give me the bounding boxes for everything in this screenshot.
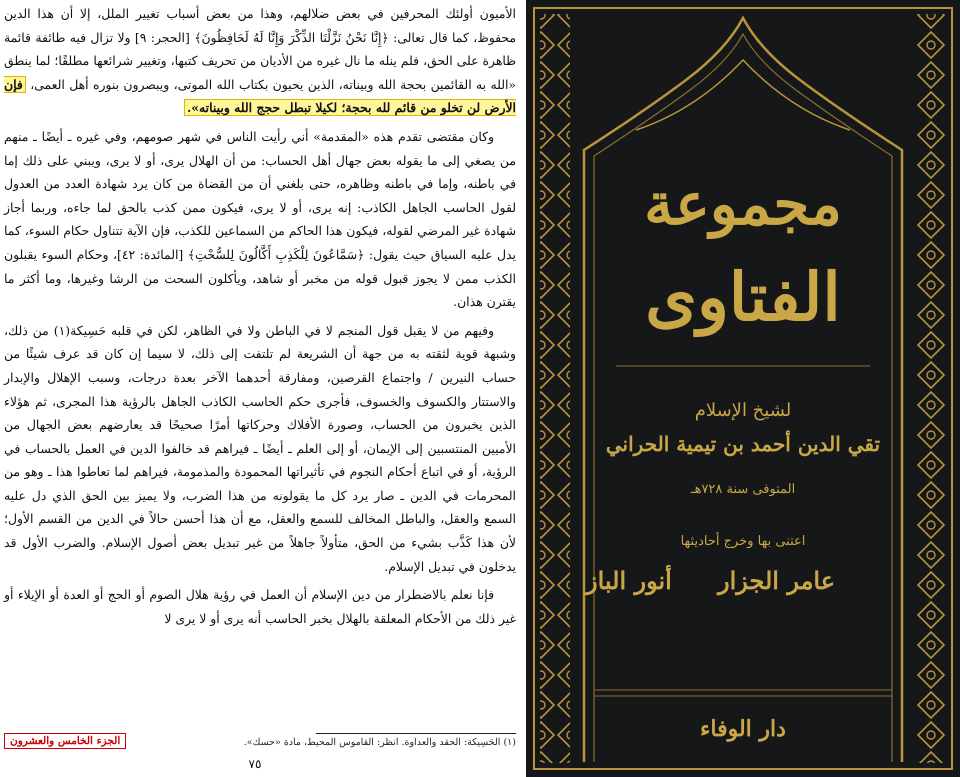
left-ornament-band — [540, 14, 570, 763]
paragraph-4: فإنا نعلم بالاضطرار من دين الإسلام أن العمل في رؤية هلال الصوم أو الحج أو العدة أو الإيلاء أو غير ذلك من الأحكام المعلقة بالهلال بخبر الحاسب أنه يرى أو لا يرى لا — [4, 587, 516, 626]
footnote-divider — [316, 733, 516, 734]
cover-ornament — [526, 0, 960, 777]
paragraph-1 — [4, 2, 516, 120]
cover-title-line-1: مجموعة — [644, 170, 842, 238]
right-ornament-band — [916, 14, 946, 763]
arch-frame — [584, 18, 902, 762]
cover-by-label: لشيخ الإسلام — [694, 400, 792, 421]
cover-author: تقي الدين أحمد بن تيمية الحراني — [605, 432, 881, 456]
paragraph-2: وكان مقتضى تقدم هذه «المقدمة» أني رأيت الناس في شهر صومهم، وفي غيره ـ أيضًا ـ منهم من يصغي إلى ما يقوله بعض جهال أهل الحساب: من أن الهلال يرى، أو لا يرى، ويبني على ذلك إما في باطنه، وإما في باطنه وظاهره، حتى بلغني أن من القضاة من كان يرد شهادة العدد من العدول لقول الحاسب الجاهل الكاذب: إنه يرى، أو لا يرى، فيكون ممن كذب بالحق لما جاءه، وربما أجاز شهادة غير المرضي لقوله، فيكون هذا الحاكم من السماعين للكذب، فإن الآية تتناول حكام السوء، كما يدل عليه السياق حيث يقول: ﴿سَمَّاعُونَ لِلْكَذِبِ أَكَّالُونَ لِلسُّحْتِ﴾ [المائدة: ٤٢]، وحكام السوء يقبلون الكذب ممن لا يجوز قبول قوله من مخبر أو شاهد، ويأكلون السحت من الرشا وغيرها، وما أكثر ما يقترن هذان. — [4, 128, 517, 310]
volume-label: الجزء الخامس والعشرون — [4, 733, 126, 749]
bottom-band — [594, 690, 892, 696]
arch-top-ornament — [636, 60, 850, 130]
paragraph-3: وفيهم من لا يقبل قول المنجم لا في الباطن ولا في الظاهر، لكن في قلبه حَسِيكة(١) من ذلك، وشبهة قوية لثقته به من جهة أن الشريعة لم تلتفت إلى ذلك، لا سيما إن كان قد عرف شيئًا من حساب النيرين / واجتماع القرصين، ومفارقة أحدهما الآخر بعدة درجات، وسبب الإهلال والإبدار والاستتار والكسوف والخسوف، فأجرى حكم الحاسب الكاذب الجاهل بالرؤية هذا المجرى، ثم هؤلاء الذين يخبرون من الحساب، وصورة الأفلاك وحركاتها أمرًا صحيحًا قد يعارضهم بعض الجهال من الأميين المنتسبين إلى الإيمان، أو إلى العلم ـ أيضًا ـ فيراهم قد خالفوا الدين في العمل بالحساب في الرؤية، أو في اتباع أحكام النجوم في تأثيراتها المحمودة والمذمومة، فيراهم لما تعاطوا هذا ـ وهو من المحرمات في الدين ـ صار يرد كل ما يقولونه من هذا الضرب، ولا يميز بين الحق الذي دل عليه السمع والعقل، والباطل المخالف للسمع والعقل، مع أن هذا أحسن حالاً في الدين من القسم الأول؛ لأن هذا كَذَّب بشيء من الحق، متأولاً جاهلاً من غير تبديل بعض أصول الإسلام. والضرب الأول قد يدخلون في تبديل الإسلام. — [4, 322, 516, 574]
page-number: ٧٥ — [248, 757, 262, 771]
book-cover — [526, 0, 960, 777]
outer-frame — [534, 8, 952, 769]
cover-editor-2: أنور الباز — [586, 566, 672, 595]
cover-title-line-2: الفتاوى — [645, 258, 841, 336]
cover-editor-1: عامر الجزار — [718, 566, 836, 595]
paragraph-1-text: الأميون أولئك المحرفين في بعض ضلالهم، وهذا من بعض أسباب تغيير الملل، إلا أن هذا الدين محفوظ، كما قال تعالى: ﴿إِنَّا نَحْنُ نَزَّلْنَا الذِّكْرَ وَإِنَّا لَهُ لَحَافِظُونَ﴾ [الحجر: ٩] ولا تزال فيه طائفة قائمة ظاهرة على الحق، فلم ينله ما نال غيره من الأديان من تحريف كتبها، وتغيير شرائعها مطلقًا؛ لما ينطق «الله به القائمين بحجة الله وبيناته، الذين يحيون بكتاب الله الموتى، ويبصرون بنوره أهل العمى، — [4, 6, 517, 92]
cover-death-date: المتوفى سنة ٧٢٨هـ — [690, 482, 796, 497]
cover-editors-label: اعتنى بها وخرج أحاديثها — [680, 534, 806, 549]
highlighted-text: فإن الأرض لن تخلو من قائم لله بحجة؛ لكيلا تبطل حجج الله وبيناته». — [4, 76, 516, 116]
page-body — [4, 2, 516, 630]
cover-publisher: دار الوفاء — [700, 716, 786, 742]
arch-frame-inner — [594, 34, 892, 762]
footnote: (١) الحَسِيكة: الحقد والعداوة. انظر: القاموس المحيط، مادة «حسك». — [243, 737, 516, 748]
